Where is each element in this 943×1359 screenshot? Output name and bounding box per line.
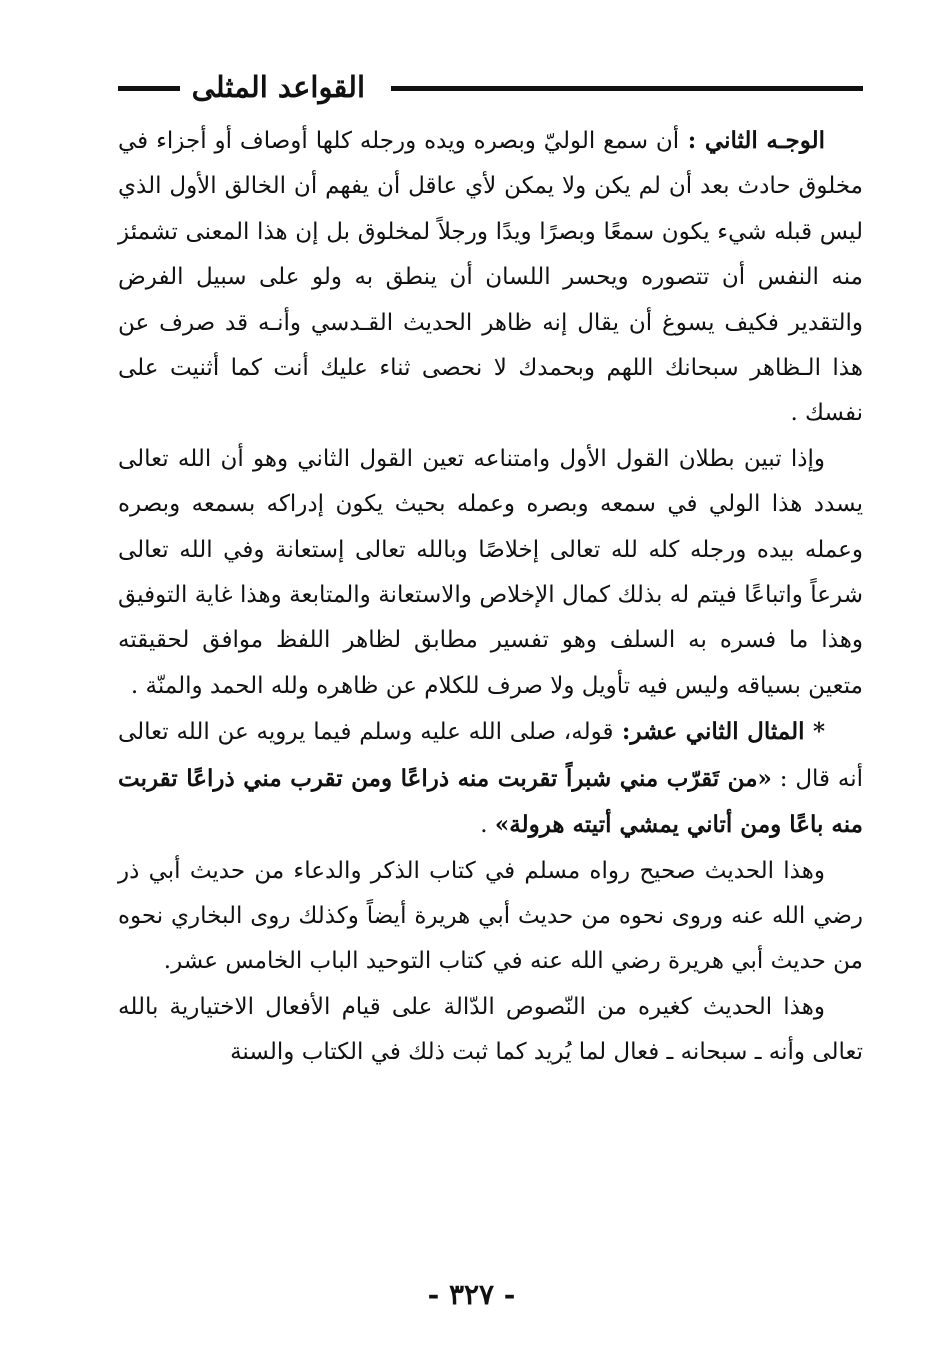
paragraph-text: وإذا تبين بطلان القول الأول وامتناعه تعين القول الثاني وهو أن الله تعالى يسدد هذا الولي في سمعه وبصره وعمله بحيث يكون إدراكه بسمعه وبصره وعمله بيده ورجله كله لله تعالى إخلاصًا وبالله تعالى إستعانة وفي الله تعالى شرعاً واتباعًا فيتم له بذلك كمال الإخلاص والاستعانة والمتابعة وهذا غاية التوفيق وهذا ما فسره به السلف وهو تفسير مطابق لظاهر اللفظ موافق لحقيقته متعين بسياقه وليس فيه تأويل ولا صرف للكلام عن ظاهره ولله الحمد والمنّة . <box>118 445 863 699</box>
paragraph-lead: الوجـه الثاني : <box>679 127 825 154</box>
paragraph-text: أن سمع الوليّ وبصره ويده ورجله كلها أوصاف أو أجزاء في مخلوق حادث بعد أن لم يكن ولا يمكن لأي عاقل أن يفهم أن الخالق الأول الذي ليس قبله شيء يكون سمعًا وبصرًا ويدًا ورجلاً لمخلوق بل إن هذا المعنى تشمئز منه النفس أن تتصوره ويحسر اللسان أن ينطق به ولو على سبيل الفرض والتقدير فكيف يسوغ أن يقال إنه ظاهر الحديث القـدسي وأنـه قد صرف عن هذا الـظاهر سبحانك اللهم وبحمدك لا نحصى ثناء عليك أنت كما أثنيت على نفسك . <box>118 128 863 427</box>
paragraph-correct-meaning <box>118 437 863 709</box>
paragraph-text: وهذا الحديث كغيره من النّصوص الدّالة على قيام الأفعال الاختيارية بالله تعالى وأنه ـ سبحانه ـ فعال لما يُريد كما ثبت ذلك في الكتاب والسنة <box>118 993 863 1066</box>
page-body <box>118 118 863 1076</box>
header-rule-left <box>118 86 180 91</box>
page-number: - ٣٢٧ - <box>427 1278 516 1311</box>
paragraph-lead: * المثال الثاني عشر: <box>613 718 825 746</box>
paragraph-voluntary-actions <box>118 985 863 1076</box>
paragraph-hadith-source <box>118 849 863 985</box>
paragraph-text: وهذا الحديث صحيح رواه مسلم في كتاب الذكر والدعاء من حديث أبي ذر رضي الله عنه وروى نحوه من حديث أبي هريرة أيضاً وكذلك روى البخاري نحوه من حديث أبي هريرة رضي الله عنه في كتاب التوحيد الباب الخامس عشر. <box>118 857 863 975</box>
running-header <box>118 64 863 110</box>
hadith-quote: «من تَقرّب مني شبراً تقربت منه ذراعًا ومن تقرب مني ذراعًا تقربت منه باعًا ومن أتاني يمشي أتيته هرولة» <box>118 764 863 839</box>
paragraph-text: قوله، صلى الله عليه وسلم فيما يرويه عن الله تعالى أنه قال : <box>118 719 863 792</box>
paragraph-tail: . <box>480 812 495 839</box>
header-rule-right <box>391 86 863 91</box>
paragraph-twelfth-example <box>118 709 863 848</box>
paragraph-second-aspect <box>118 118 863 437</box>
book-title: القواعد المثلى <box>191 70 365 104</box>
